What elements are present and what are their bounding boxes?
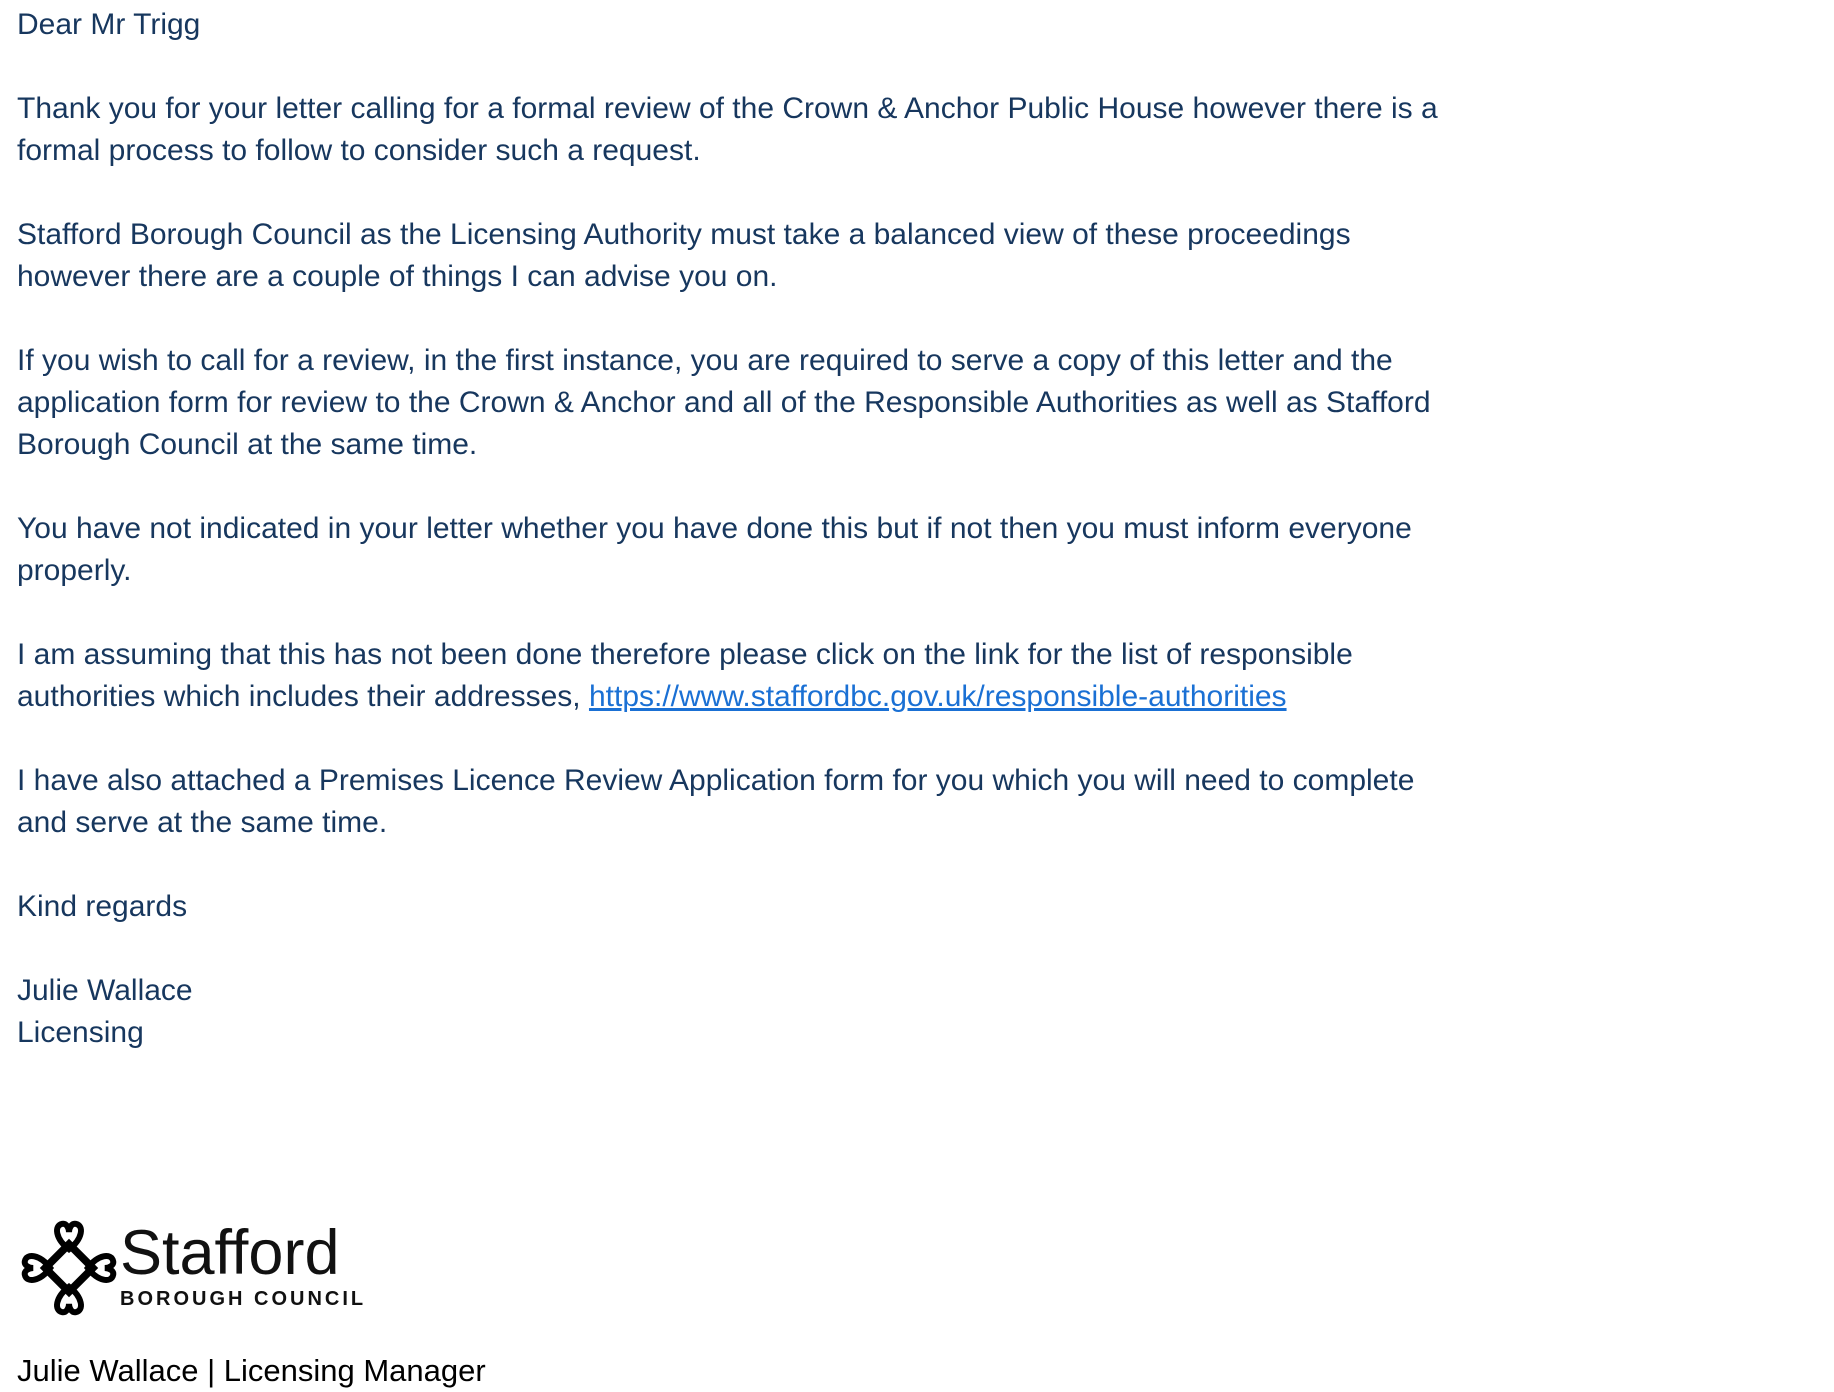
email-paragraph	[17, 88, 1834, 172]
paragraph-line: application form for review to the Crown & Anchor and all of the Responsible Authorities as well as Stafford	[17, 386, 1431, 419]
paragraph-line: Borough Council at the same time.	[17, 428, 478, 461]
council-logo	[18, 1217, 1834, 1319]
salutation	[17, 4, 1834, 46]
council-subtitle: BOROUGH COUNCIL	[120, 1288, 367, 1310]
sender-name: Julie Wallace	[17, 974, 193, 1007]
paragraph-line: Stafford Borough Council as the Licensing Authority must take a balanced view of these proceedings	[17, 218, 1351, 251]
paragraph-line: Thank you for your letter calling for a formal review of the Crown & Anchor Public House however there is a	[17, 92, 1438, 125]
email-paragraph	[17, 634, 1834, 718]
paragraph-line-prefix: authorities which includes their addresses,	[17, 680, 589, 713]
paragraph-line: I am assuming that this has not been done therefore please click on the link for the list of responsible	[17, 638, 1353, 671]
salutation-text: Dear Mr Trigg	[17, 8, 201, 41]
paragraph-line: and serve at the same time.	[17, 806, 388, 839]
closing	[17, 886, 1834, 928]
sender-block	[17, 970, 1834, 1054]
paragraph-line-with-link	[17, 676, 1834, 718]
council-wordmark	[120, 1217, 366, 1311]
paragraph-line: formal process to follow to consider such a request.	[17, 134, 701, 167]
paragraph-line: You have not indicated in your letter whether you have done this but if not then you must inform everyone	[17, 512, 1412, 545]
email-paragraph	[17, 340, 1834, 466]
paragraph-line: however there are a couple of things I can advise you on.	[17, 260, 778, 293]
responsible-authorities-link[interactable]: https://www.staffordbc.gov.uk/responsible-authorities	[588, 680, 1287, 713]
paragraph-line: I have also attached a Premises Licence Review Application form for you which you will need to complete	[17, 764, 1415, 797]
paragraph-line: properly.	[17, 554, 132, 587]
email-paragraph	[17, 760, 1834, 844]
stafford-knot-icon	[18, 1217, 120, 1319]
email-paragraph	[17, 508, 1834, 592]
closing-text: Kind regards	[17, 890, 188, 923]
paragraph-line: If you wish to call for a review, in the first instance, you are required to serve a copy of this letter and the	[17, 344, 1393, 377]
signature-byline: Julie Wallace | Licensing Manager	[17, 1353, 486, 1388]
email-paragraph	[17, 214, 1834, 298]
sender-department: Licensing	[17, 1016, 144, 1049]
council-name: Stafford	[120, 1218, 340, 1288]
email-signature	[0, 1217, 1834, 1391]
